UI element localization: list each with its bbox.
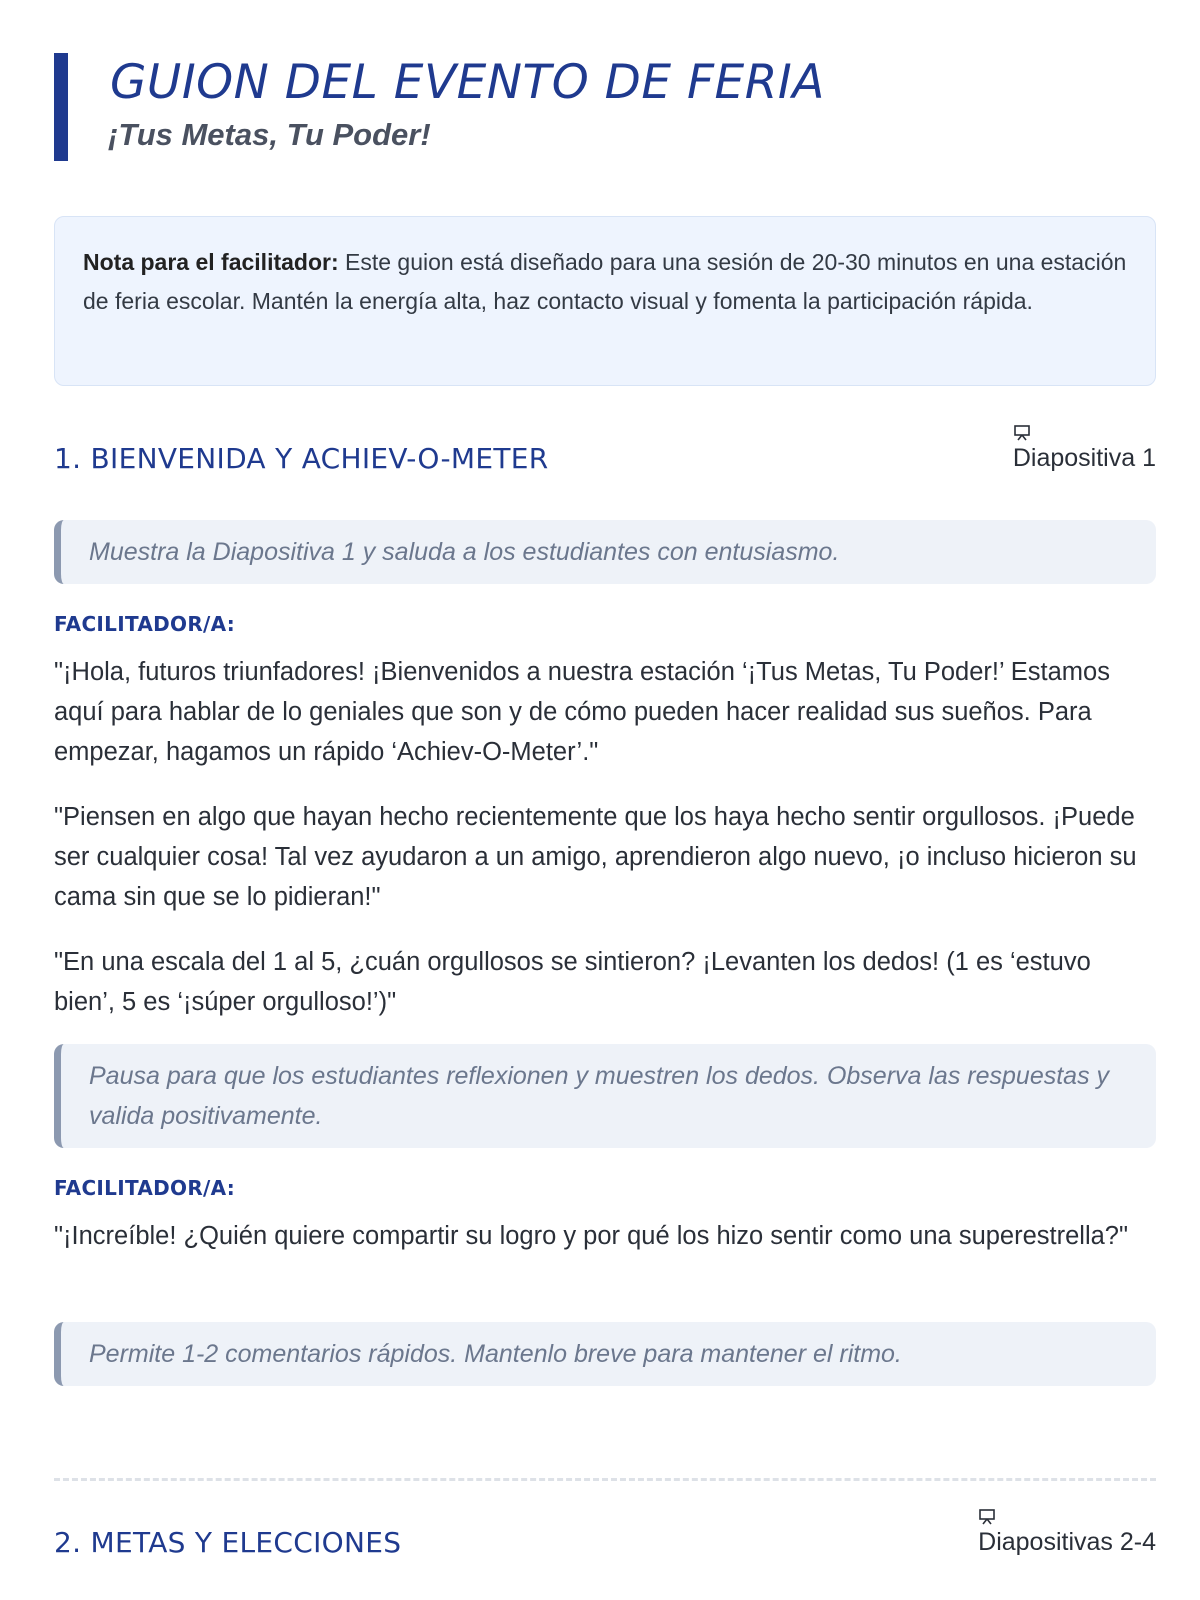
section-2-slide-reference xyxy=(978,1508,1156,1557)
document-header xyxy=(54,53,1156,161)
facilitator-note xyxy=(54,216,1156,386)
facilitator-speech: "En una escala del 1 al 5, ¿cuán orgullosos se sintieron? ¡Levanten los dedos! (1 es ‘estuvo bien’, 5 es ‘¡súper orgulloso!’)" xyxy=(54,948,1091,1016)
note-label: Nota para el facilitador: xyxy=(83,249,339,275)
stage-direction: Permite 1-2 comentarios rápidos. Mantenlo breve para mantener el ritmo. xyxy=(54,1322,1156,1386)
section-2-slide-label: Diapositivas 2-4 xyxy=(978,1528,1156,1556)
section-1-slide-label: Diapositiva 1 xyxy=(1012,444,1156,472)
section-2-header xyxy=(54,1508,1156,1578)
stage-direction: Muestra la Diapositiva 1 y saluda a los estudiantes con entusiasmo. xyxy=(54,520,1156,584)
section-1-header xyxy=(54,424,1156,494)
facilitator-speech: "¡Hola, futuros triunfadores! ¡Bienvenidos a nuestra estación ‘¡Tus Metas, Tu Poder!’ Estamos aquí para hablar de lo geniales que son y de cómo pueden hacer realidad sus sueños. Para empezar, hagamos un rápido ‘Achiev-O-Meter’." xyxy=(54,658,1110,766)
section-divider xyxy=(54,1478,1156,1481)
stage-direction: Pausa para que los estudiantes reflexionen y muestren los dedos. Observa las respuestas y valida positivamente. xyxy=(54,1044,1156,1148)
presentation-icon xyxy=(1013,424,1031,442)
speaker-label: FACILITADOR/A: xyxy=(54,1176,236,1200)
section-1-title: 1. BIENVENIDA Y ACHIEV-O-METER xyxy=(54,442,549,475)
page-subtitle: ¡Tus Metas, Tu Poder! xyxy=(108,117,431,152)
section-2-title: 2. METAS Y ELECCIONES xyxy=(54,1526,402,1559)
speaker-label: FACILITADOR/A: xyxy=(54,612,236,636)
page-title: GUION DEL EVENTO DE FERIA xyxy=(110,55,825,110)
note-text: Este guion está diseñado para una sesión de 20-30 minutos en una estación de feria escolar. Mantén la energía alta, haz contacto visual y fomenta la participación rápida. xyxy=(83,249,1127,314)
facilitator-speech: "¡Increíble! ¿Quién quiere compartir su logro y por qué los hizo sentir como una superestrella?" xyxy=(54,1222,1129,1250)
facilitator-speech: "Piensen en algo que hayan hecho recientemente que los haya hecho sentir orgullosos. ¡Puede ser cualquier cosa! Tal vez ayudaron a un amigo, aprendieron algo nuevo, ¡o incluso hicieron su cama sin que se lo pidieran!" xyxy=(54,803,1137,911)
section-1-slide-reference xyxy=(1013,424,1156,473)
header-accent-bar xyxy=(54,53,68,161)
presentation-icon xyxy=(978,1508,996,1526)
